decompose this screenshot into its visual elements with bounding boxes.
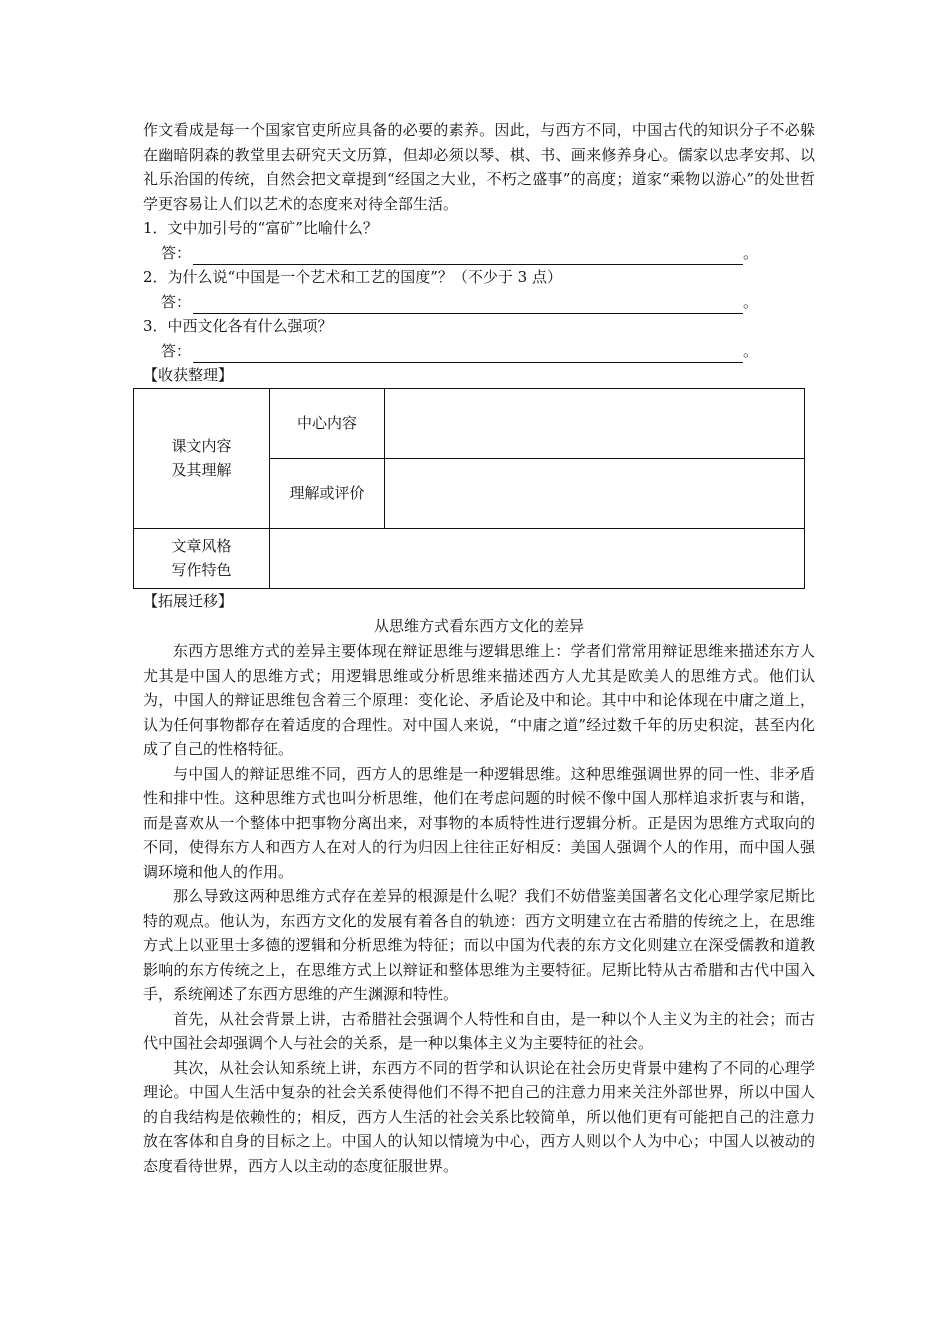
answer-end: 。	[743, 292, 759, 311]
article-paragraph-3: 那么导致这两种思维方式存在差异的根源是什么呢？我们不妨借鉴美国著名文化心理学家尼斯比特的观点。他认为，东西方文化的发展有着各自的轨迹：西方文明建立在古希腊的传统之上，在思维方式上以亚里士多德的逻辑和分析思维为特征；而以中国为代表的东方文化则建立在深受儒教和道教影响的东方传统之上，在思维方式上以辩证和整体思维为主要特征。尼斯比特从古希腊和古代中国入手，系统阐述了东西方思维的产生渊源和特性。	[143, 887, 815, 1003]
answer-line-2[interactable]	[143, 290, 815, 315]
intro-paragraph: 作文看成是每一个国家官吏所应具备的必要的素养。因此，与西方不同，中国古代的知识分子不必躲在幽暗阴森的教堂里去研究天文历算，但却必须以琴、棋、书、画来修养身心。儒家以忠孝安邦、以礼乐治国的传统，自然会把文章提到“经国之大业，不朽之盛事”的高度；道家“乘物以游心”的处世哲学更容易让人们以艺术的态度来对待全部生活。	[143, 121, 815, 213]
row-label-content: 课文内容 及其理解	[134, 388, 270, 528]
summary-heading: 【收获整理】	[143, 366, 234, 384]
answer-blank[interactable]	[193, 246, 743, 265]
cell-center-content[interactable]	[385, 388, 805, 458]
question-1: 1．文中加引号的“富矿”比喻什么？	[143, 219, 378, 237]
question-3: 3．中西文化各有什么强项？	[143, 317, 333, 335]
answer-label: 答：	[161, 292, 192, 311]
sub-label-evaluation: 理解或评价	[270, 458, 385, 528]
cell-evaluation[interactable]	[385, 458, 805, 528]
article-paragraph-2: 与中国人的辩证思维不同，西方人的思维是一种逻辑思维。这种思维强调世界的同一性、非矛盾性和排中性。这种思维方式也叫分析思维，他们在考虑问题的时候不像中国人那样追求折衷与和谐，而是喜欢从一个整体中把事物分离出来，对事物的本质特性进行逻辑分析。正是因为思维方式取向的不同，使得东方人和西方人在对人的行为归因上往往正好相反：美国人强调个人的作用，而中国人强调环境和他人的作用。	[143, 764, 815, 881]
row-label-style: 文章风格 写作特色	[134, 528, 270, 588]
article-paragraph-5: 其次，从社会认知系统上讲，东西方不同的哲学和认识论在社会历史背景中建构了不同的心理学理论。中国人生活中复杂的社会关系使得他们不得不把自己的注意力用来关注外部世界，所以中国人的自我结构是依赖性的；相反，西方人生活的社会关系比较简单，所以他们更有可能把自己的注意力放在客体和自身的目标之上。中国人的认知以情境为中心，西方人则以个人为中心；中国人以被动的态度看待世界，西方人以主动的态度征服世界。	[143, 1058, 815, 1175]
document-page	[143, 118, 815, 1178]
answer-line-1[interactable]	[143, 241, 815, 266]
extension-heading: 【拓展迁移】	[143, 591, 234, 610]
article-paragraph-4: 首先，从社会背景上讲，古希腊社会强调个人特性和自由，是一种以个人主义为主的社会；而古代中国社会却强调个人与社会的关系，是一种以集体主义为主要特征的社会。	[143, 1009, 815, 1052]
answer-blank[interactable]	[193, 344, 743, 363]
answer-label: 答：	[161, 341, 192, 360]
article-title: 从思维方式看东西方文化的差异	[373, 617, 584, 635]
article-paragraph-1: 东西方思维方式的差异主要体现在辩证思维与逻辑思维上：学者们常常用辩证思维来描述东方人尤其是中国人的思维方式；用逻辑思维或分析思维来描述西方人尤其是欧美人的思维方式。他们认为，中国人的辩证思维包含着三个原理：变化论、矛盾论及中和论。其中中和论体现在中庸之道上，认为任何事物都存在着适度的合理性。对中国人来说，“中庸之道”经过数千年的历史积淀，甚至内化成了自己的性格特征。	[143, 642, 815, 758]
answer-end: 。	[743, 243, 759, 262]
answer-blank[interactable]	[193, 295, 743, 314]
question-2: 2．为什么说“中国是一个艺术和工艺的国度”？（不少于 3 点）	[143, 268, 562, 286]
sub-label-center: 中心内容	[270, 388, 385, 458]
answer-line-3[interactable]	[143, 339, 815, 364]
answer-label: 答：	[161, 243, 192, 262]
summary-table	[133, 388, 805, 589]
cell-style[interactable]	[270, 528, 805, 588]
answer-end: 。	[743, 341, 759, 360]
